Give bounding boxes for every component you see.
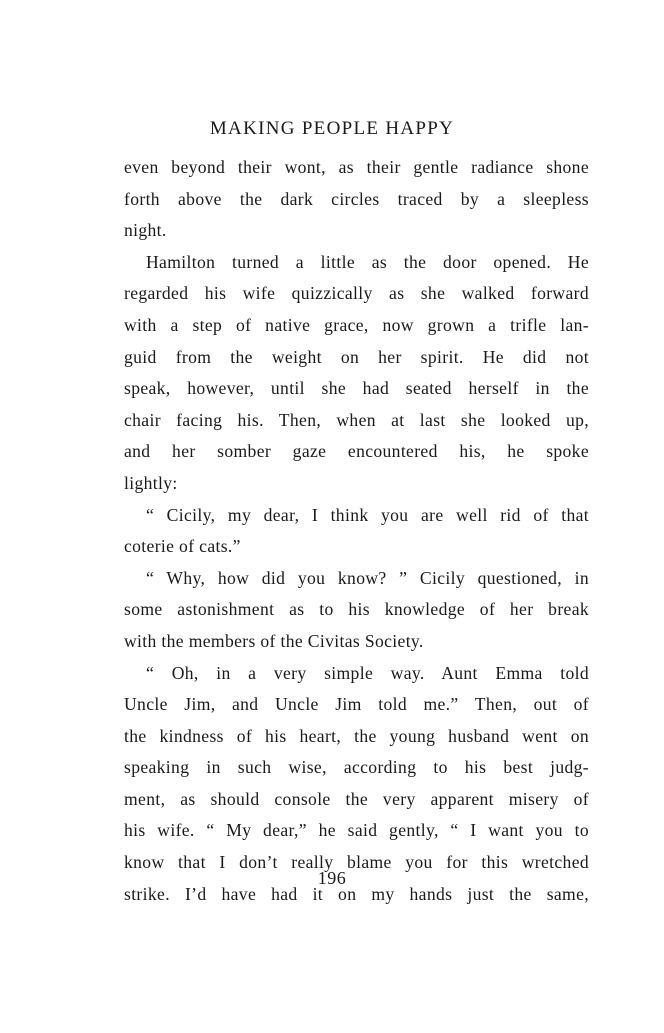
text-line: some astonishment as to his knowledge of her break [124, 599, 589, 620]
text-line: his wife. “ My dear,” he said gently, “ I want you to [124, 820, 589, 841]
text-line: Hamilton turned a little as the door opened. He [146, 251, 589, 272]
text-line: even beyond their wont, as their gentle radiance shone [124, 157, 589, 177]
text-line: guid from the weight on her spirit. He did not [124, 346, 589, 367]
text-line: night. [124, 220, 167, 241]
text-line: ment, as should console the very apparent misery of [124, 788, 589, 809]
page-number: 196 [317, 868, 347, 888]
text-line: lightly: [124, 472, 178, 493]
text-line: with the members of the Civitas Society. [124, 630, 424, 651]
text-line: forth above the dark circles traced by a sleepless [124, 188, 589, 209]
text-line: know that I don’t really blame you for this wretched [124, 852, 589, 873]
text-line: speaking in such wise, according to his best judg- [124, 757, 589, 778]
text-line: “ Oh, in a very simple way. Aunt Emma told [146, 662, 589, 683]
text-line: speak, however, until she had seated herself in the [124, 378, 589, 399]
text-line: “ Cicily, my dear, I think you are well rid of that [146, 504, 589, 525]
body-text [124, 152, 589, 910]
text-line: coterie of cats.” [124, 536, 241, 557]
text-line: and her somber gaze encountered his, he spoke [124, 441, 589, 462]
text-line: regarded his wife quizzically as she walked forward [124, 283, 589, 304]
running-title: MAKING PEOPLE HAPPY [209, 118, 455, 139]
text-line: chair facing his. Then, when at last she looked up, [124, 409, 589, 430]
text-line: “ Why, how did you know? ” Cicily questioned, in [146, 567, 589, 588]
text-line: strike. I’d have had it on my hands just the same, [124, 883, 589, 904]
text-line: the kindness of his heart, the young husband went on [124, 725, 589, 746]
text-line: Uncle Jim, and Uncle Jim told me.” Then, out of [124, 694, 589, 715]
text-line: with a step of native grace, now grown a trifle lan- [124, 314, 589, 335]
